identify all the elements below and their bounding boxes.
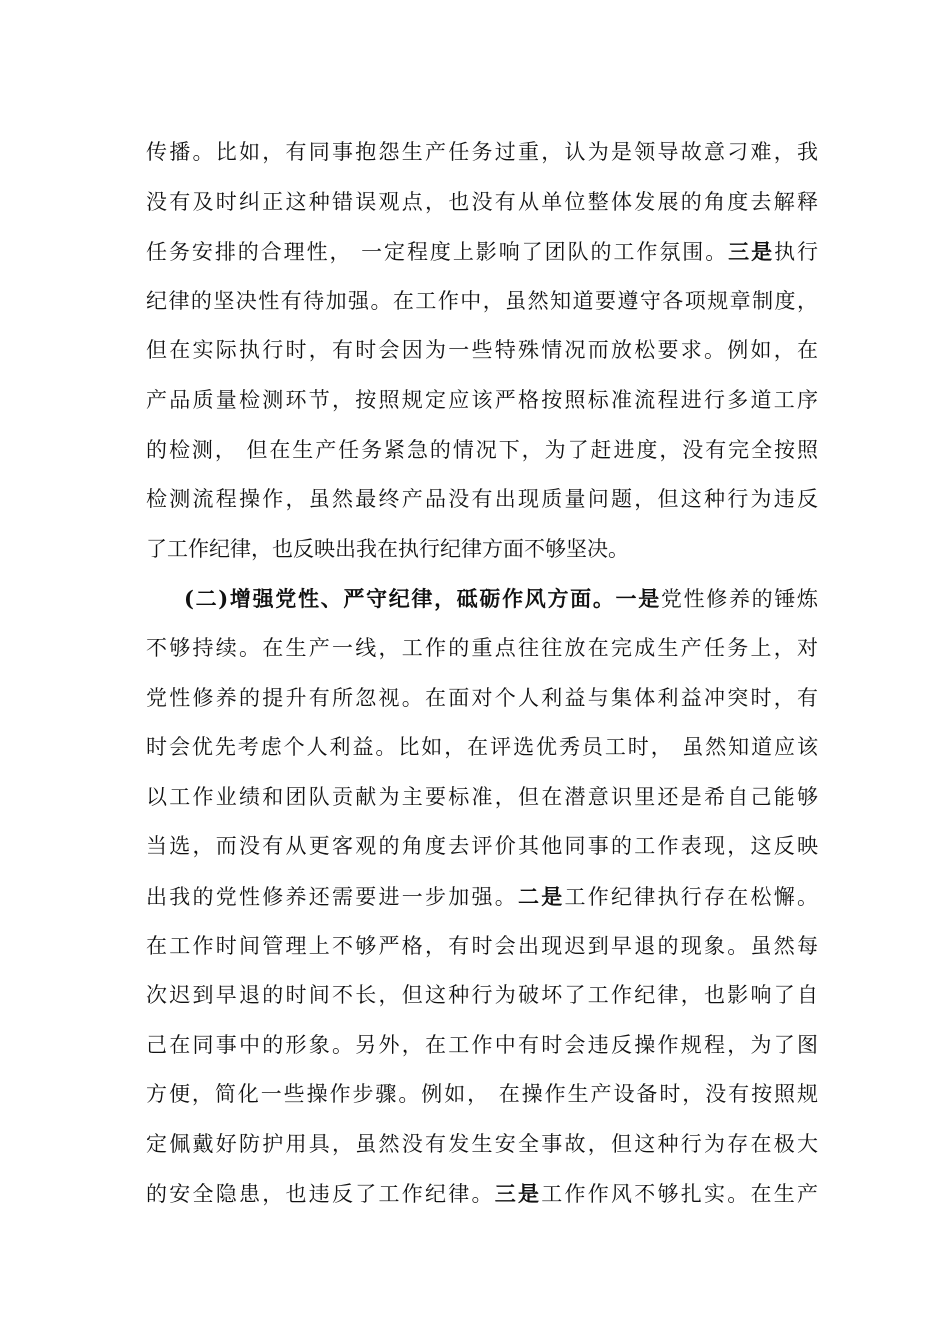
- emphasis-text: 二是: [518, 883, 565, 909]
- emphasis-text: 三是: [728, 239, 775, 265]
- text-run: 的检测， 但在生产任务紧急的情况下，为了赶进度，没有完全按照: [146, 437, 818, 462]
- text-line: [146, 822, 818, 872]
- text-run: 传播。比如，有同事抱怨生产任务过重，认为是领导故意刁难，我: [146, 140, 818, 164]
- emphasis-text: 三是: [494, 1181, 542, 1207]
- text-line: [146, 674, 818, 724]
- text-run: 任务安排的合理性， 一定程度上影响了团队的工作氛围。: [146, 240, 729, 265]
- text-run: 时会优先考虑个人利益。比如，在评选优秀员工时， 虽然知道应该: [146, 735, 818, 760]
- text-line: [146, 1120, 818, 1170]
- text-line: [146, 1169, 818, 1219]
- text-line: [146, 872, 818, 922]
- text-run: 但在实际执行时，有时会因为一些特殊情况而放松要求。例如，在: [146, 338, 818, 363]
- text-run: 党性修养的锤炼: [660, 587, 819, 612]
- text-line: [146, 426, 818, 476]
- section-heading-line: [146, 574, 818, 624]
- text-run: 不够持续。在生产一线，工作的重点往往放在完成生产任务上，对: [146, 635, 818, 660]
- text-run: 党性修养的提升有所忽视。在面对个人利益与集体利益冲突时，有: [146, 685, 818, 710]
- section-heading: (二)增强党性、严守纪律，砥砺作风方面。: [184, 586, 616, 612]
- text-line: [146, 128, 818, 178]
- body-text: [146, 128, 818, 1219]
- text-line: [146, 525, 818, 575]
- text-run: 工作作风不够扎实。在生产: [541, 1182, 818, 1207]
- text-run: 的安全隐患，也违反了工作纪律。: [146, 1182, 495, 1207]
- text-run: 定佩戴好防护用具，虽然没有发生安全事故，但这种行为存在极大: [146, 1131, 818, 1156]
- text-line: [146, 624, 818, 674]
- text-line: [146, 178, 818, 228]
- text-run: 了工作纪律，也反映出我在执行纪律方面不够坚决。: [146, 536, 629, 561]
- text-line: [146, 376, 818, 426]
- text-run: 执行: [774, 240, 819, 265]
- text-line: [146, 723, 818, 773]
- text-run: 没有及时纠正这种错误观点，也没有从单位整体发展的角度去解释: [146, 189, 818, 214]
- text-line: [146, 773, 818, 823]
- text-run: 在工作时间管理上不够严格，有时会出现迟到早退的现象。虽然每: [146, 933, 818, 958]
- emphasis-text: 一是: [615, 586, 661, 612]
- text-run: 当选，而没有从更客观的角度去评价其他同事的工作表现，这反映: [146, 834, 818, 859]
- text-run: 以工作业绩和团队贡献为主要标准，但在潜意识里还是希自己能够: [146, 784, 818, 809]
- text-run: 己在同事中的形象。另外，在工作中有时会违反操作规程，为了图: [146, 1032, 818, 1057]
- text-line: [146, 922, 818, 972]
- text-run: 工作纪律执行存在松懈。: [564, 884, 818, 909]
- text-run: 纪律的坚决性有待加强。在工作中，虽然知道要遵守各项规章制度，: [146, 288, 818, 313]
- text-line: [146, 475, 818, 525]
- text-run: 次迟到早退的时间不长，但这种行为破坏了工作纪律，也影响了自: [146, 983, 818, 1008]
- text-run: 产品质量检测环节，按照规定应该严格按照标准流程进行多道工序: [146, 387, 818, 412]
- text-line: [146, 227, 818, 277]
- text-line: [146, 277, 818, 327]
- text-line: [146, 1070, 818, 1120]
- text-run: 方便，简化一些操作步骤。例如， 在操作生产设备时，没有按照规: [146, 1082, 818, 1107]
- text-line: [146, 971, 818, 1021]
- text-line: [146, 1021, 818, 1071]
- text-run: 检测流程操作，虽然最终产品没有出现质量问题，但这种行为违反: [146, 487, 818, 512]
- text-line: [146, 326, 818, 376]
- text-run: 出我的党性修养还需要进一步加强。: [146, 884, 518, 909]
